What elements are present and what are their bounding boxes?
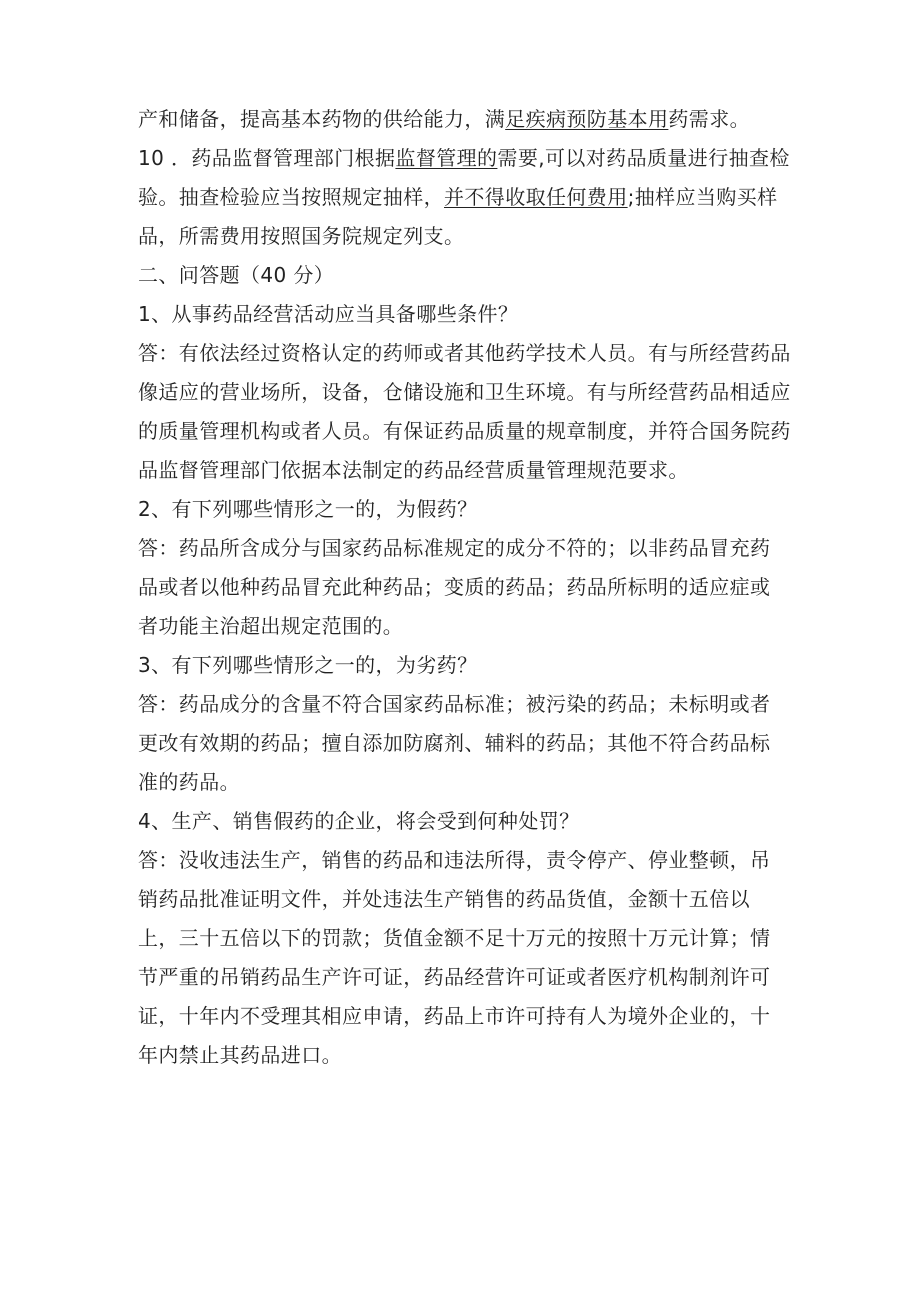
question-2: 2、有下列哪些情形之一的，为假药？ — [138, 497, 478, 521]
answer-line: 答：有依法经过资格认定的药师或者其他药学技术人员。有与所经营药品 — [138, 341, 791, 365]
answer-line: 销药品批准证明文件，并处违法生产销售的药品货值，金额十五倍以 — [138, 887, 750, 911]
answer-line: 准的药品。 — [138, 770, 240, 794]
answer-line: 的质量管理机构或者人员。有保证药品质量的规章制度，并符合国务院药 — [138, 419, 791, 443]
section-heading: 二、问答题（40 分） — [138, 263, 335, 287]
answer-line: 者功能主治超出规定范围的。 — [138, 614, 404, 638]
answer-line: 年内禁止其药品进口。 — [138, 1043, 342, 1067]
answer-line: 品监督管理部门依据本法制定的药品经营质量管理规范要求。 — [138, 458, 689, 482]
answer-line: 品或者以他种药品冒充此种药品；变质的药品；药品所标明的适应症或 — [138, 575, 771, 599]
answer-line: 答：药品所含成分与国家药品标准规定的成分不符的；以非药品冒充药 — [138, 536, 771, 560]
answer-line: 上，三十五倍以下的罚款；货值金额不足十万元的按照十万元计算；情 — [138, 926, 771, 950]
answer-line: 节严重的吊销药品生产许可证，药品经营许可证或者医疗机构制剂许可 — [138, 965, 771, 989]
answer-line: 更改有效期的药品；擅自添加防腐剂、辅料的药品；其他不符合药品标 — [138, 731, 771, 755]
question-3: 3、有下列哪些情形之一的，为劣药？ — [138, 653, 478, 677]
answer-line: 像适应的营业场所，设备，仓储设施和卫生环境。有与所经营药品相适应 — [138, 380, 791, 404]
underlined-phrase: 并不得收取任何费用 — [444, 185, 628, 209]
question-4: 4、生产、销售假药的企业，将会受到何种处罚？ — [138, 809, 580, 833]
question-1: 1、从事药品经营活动应当具备哪些条件？ — [138, 302, 519, 326]
underlined-phrase: 监督管理的 — [395, 146, 498, 170]
answer-line: 答：药品成分的含量不符合国家药品标准；被污染的药品；未标明或者 — [138, 692, 771, 716]
answer-line: 证，十年内不受理其相应申请，药品上市许可持有人为境外企业的，十 — [138, 1004, 771, 1028]
paragraph-line: 验。抽查检验应当按照规定抽样，并不得收取任何费用;抽样应当购买样 — [138, 185, 778, 209]
paragraph-line: 品，所需费用按照国务院规定列支。 — [138, 224, 465, 248]
document-page — [138, 100, 791, 1075]
paragraph-line: 产和储备，提高基本药物的供给能力，满足疾病预防基本用药需求。 — [138, 107, 751, 131]
answer-line: 答：没收违法生产，销售的药品和违法所得，责令停产、停业整顿，吊 — [138, 848, 771, 872]
paragraph-line: 10 ．药品监督管理部门根据监督管理的需要,可以对药品质量进行抽查检 — [138, 146, 790, 170]
underlined-phrase: 足疾病预防基本用 — [505, 107, 669, 131]
